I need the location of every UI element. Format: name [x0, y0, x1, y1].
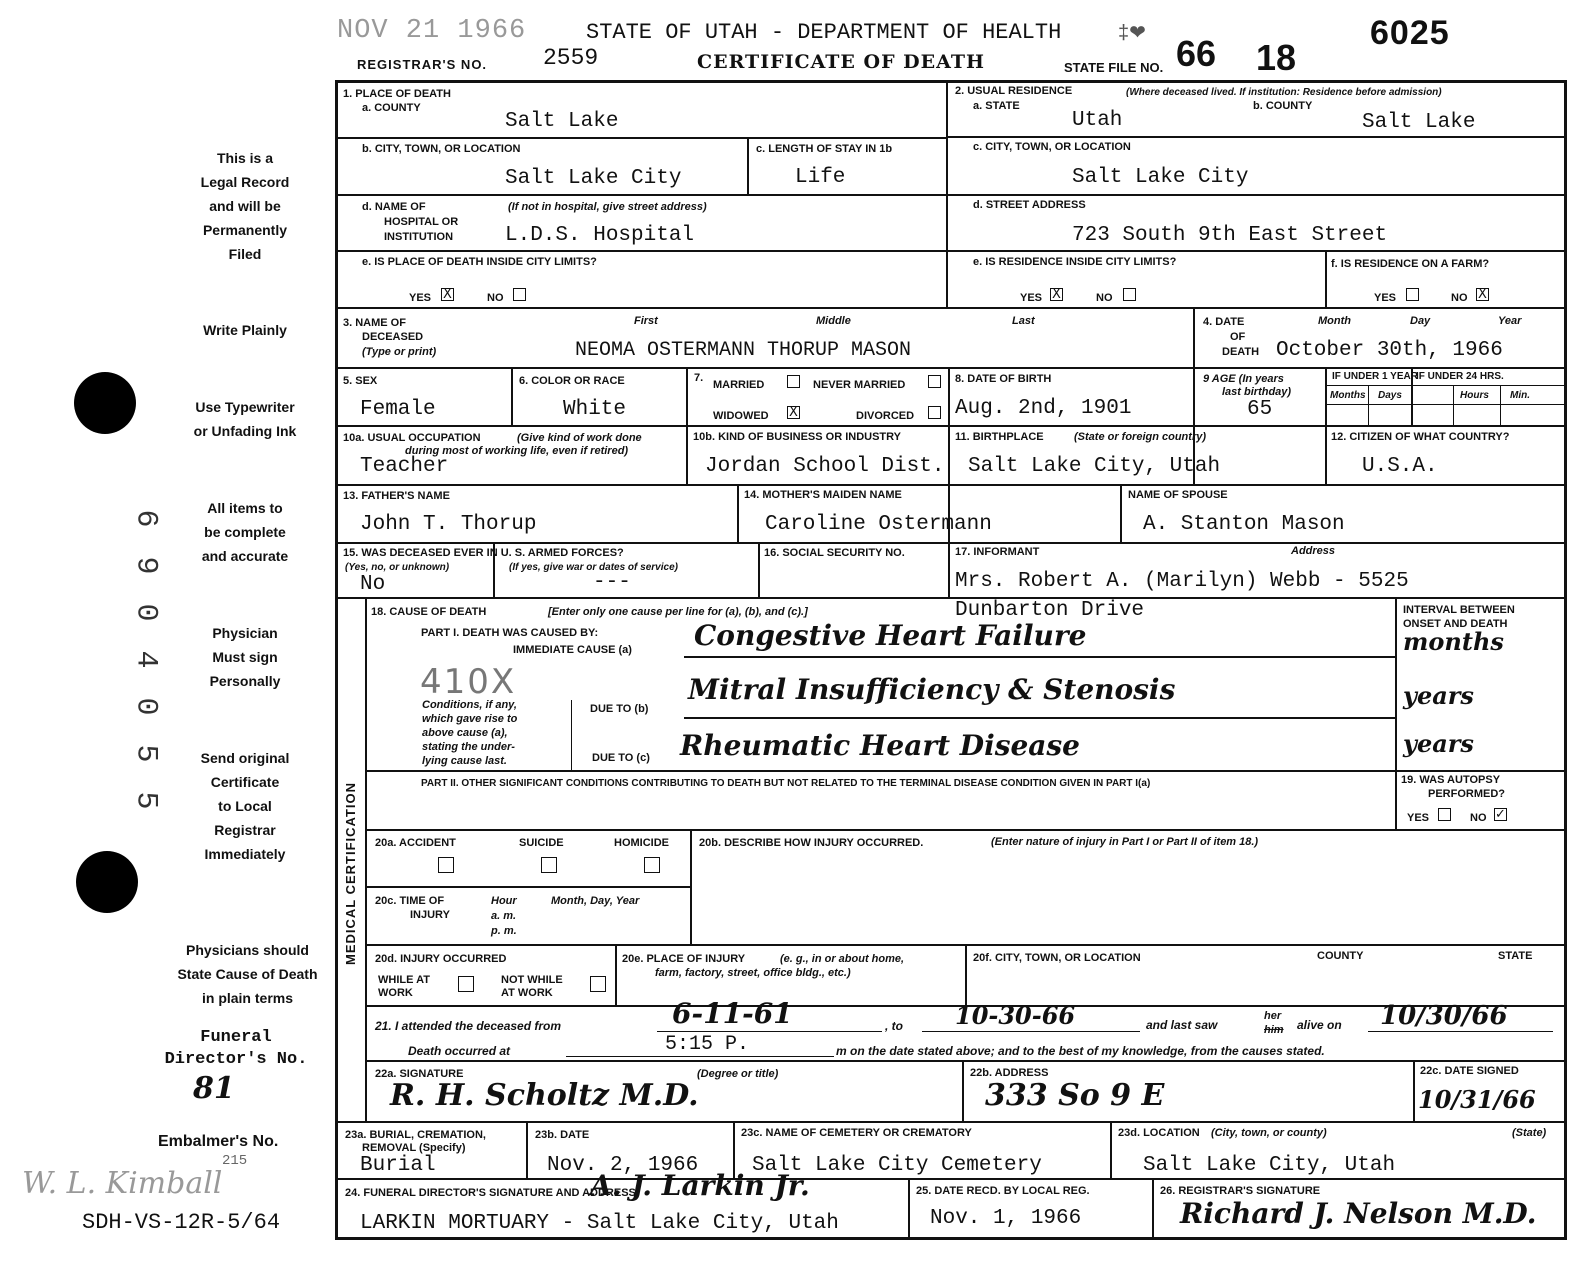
part-1-label: PART I. DEATH WAS CAUSED BY: — [421, 627, 599, 639]
never-married-checkbox[interactable] — [928, 375, 941, 388]
medical-certification-label: MEDICAL CERTIFICATION — [343, 781, 358, 965]
occupation: Teacher — [360, 455, 449, 478]
year-label: Year — [1498, 315, 1522, 327]
cause-hint: [Enter only one cause per line for (a), (b), and (c).] — [548, 606, 808, 618]
armed-forces-hint-2: (If yes, give war or dates of service) — [509, 562, 678, 573]
date-death-label-2: OF — [1230, 331, 1246, 343]
burial-method-label-1: 23a. BURIAL, CREMATION, — [345, 1129, 486, 1141]
date-of-birth: Aug. 2nd, 1901 — [955, 397, 1132, 420]
deceased-name: NEOMA OSTERMANN THORUP MASON — [575, 339, 912, 362]
injury-occurred-label: 20d. INJURY OCCURRED — [375, 953, 507, 965]
never-married-label: NEVER MARRIED — [813, 379, 906, 391]
funeral-director-no-label: Funeral Director's No. — [164, 1028, 308, 1069]
residence-inside-yes-label: YES — [1020, 292, 1043, 304]
farm-no-checkbox[interactable]: X — [1476, 288, 1489, 301]
homicide-label: HOMICIDE — [614, 837, 669, 849]
hospital: L.D.S. Hospital — [505, 224, 695, 247]
death-occurred-time: 5:15 P. — [665, 1033, 750, 1056]
burial-location: Salt Lake City, Utah — [1143, 1154, 1396, 1177]
race-label: 6. COLOR OR RACE — [519, 375, 625, 387]
informant: Mrs. Robert A. (Marilyn) Webb - 5525 — [955, 570, 1409, 593]
occupation-label: 10a. USUAL OCCUPATION — [343, 432, 481, 444]
embalmer-no: 215 — [222, 1153, 248, 1169]
attended-from: 6-11-61 — [672, 997, 793, 1030]
injury-how-hint: (Enter nature of injury in Part I or Part II of item 18.) — [991, 836, 1259, 848]
am-label: a. m. — [491, 910, 517, 922]
not-at-work-label: NOT WHILE AT WORK — [501, 974, 563, 999]
inside-city-yes-label: YES — [409, 292, 432, 304]
place-injury-hint-2: farm, factory, street, office bldg., etc.) — [655, 967, 851, 979]
month-day-year-label: Month, Day, Year — [551, 895, 640, 907]
registrar-no-label: REGISTRAR'S NO. — [357, 57, 488, 72]
cause-plain-note: Physicians should State Cause of Death in plain terms — [177, 942, 318, 1006]
spouse-name: A. Stanton Mason — [1143, 513, 1345, 536]
death-county: Salt Lake — [505, 110, 619, 133]
embalmer-no-label: Embalmer's No. — [158, 1133, 279, 1150]
street-label: d. STREET ADDRESS — [973, 199, 1086, 211]
burial-method-label-2: REMOVAL (Specify) — [362, 1142, 466, 1154]
residence-city: Salt Lake City — [1072, 166, 1249, 189]
autopsy-yes-label: YES — [1407, 812, 1430, 824]
business-label: 10b. KIND OF BUSINESS OR INDUSTRY — [693, 431, 902, 443]
funeral-director-signature: A. J. Larkin Jr. — [590, 1169, 810, 1202]
accident-label: 20a. ACCIDENT — [375, 837, 456, 849]
date-death-label-1: 4. DATE — [1203, 316, 1245, 328]
street-address: 723 South 9th East Street — [1072, 224, 1388, 247]
informant-address-label: Address — [1291, 545, 1336, 557]
attended-to: 10-30-66 — [955, 1001, 1076, 1030]
him-label: him — [1264, 1024, 1284, 1036]
burial-date: Nov. 2, 1966 — [547, 1154, 699, 1177]
burial-location-label: 23d. LOCATION — [1118, 1127, 1200, 1139]
mother-name: Caroline Ostermann — [765, 513, 992, 536]
funeral-director-label: 24. FUNERAL DIRECTOR'S SIGNATURE AND ADDRESS — [345, 1187, 636, 1199]
months-label: Months — [1330, 390, 1366, 401]
legal-record-note: This is a Legal Record and will be Permanently Filed — [200, 150, 290, 262]
state-file-b: 18 — [1256, 37, 1297, 78]
suicide-checkbox[interactable] — [541, 857, 557, 873]
cause-label: 18. CAUSE OF DEATH — [371, 606, 487, 618]
part-2-label: PART II. OTHER SIGNIFICANT CONDITIONS CONTRIBUTING TO DEATH BUT NOT RELATED TO THE TERMINAL DISEASE CONDITION GIVEN IN PART I(a) — [421, 778, 1151, 789]
armed-forces-dates: --- — [593, 571, 631, 594]
divorced-label: DIVORCED — [856, 410, 915, 422]
occupation-hint-1: (Give kind of work done — [517, 432, 642, 444]
widowed-checkbox[interactable]: X — [787, 406, 800, 419]
farm-yes-label: YES — [1374, 292, 1397, 304]
city-label: b. CITY, TOWN, OR LOCATION — [362, 143, 521, 155]
registrar-no-value: 2559 — [543, 45, 599, 71]
birthplace: Salt Lake City, Utah — [968, 455, 1221, 478]
form-id: SDH-VS-12R-5/64 — [82, 1210, 281, 1235]
immediate-cause-label: IMMEDIATE CAUSE (a) — [513, 644, 632, 656]
death-occurred-label: Death occurred at — [408, 1044, 511, 1058]
sex-label: 5. SEX — [343, 375, 378, 387]
write-plainly-note: Write Plainly — [203, 322, 287, 338]
inside-city-label: e. IS PLACE OF DEATH INSIDE CITY LIMITS? — [362, 256, 597, 268]
name-label-1: 3. NAME OF — [343, 317, 406, 329]
farm-label: f. IS RESIDENCE ON A FARM? — [1331, 258, 1490, 270]
cemetery-label: 23c. NAME OF CEMETERY OR CREMATORY — [741, 1127, 972, 1139]
hospital-label-3: INSTITUTION — [384, 231, 454, 243]
physician-signature: R. H. Scholtz M.D. — [390, 1078, 699, 1113]
icd-code: 410X — [420, 662, 517, 702]
alive-on-label: alive on — [1297, 1018, 1342, 1032]
autopsy-label-2: PERFORMED? — [1428, 788, 1505, 800]
accident-checkbox[interactable] — [438, 857, 454, 873]
birth-label: 8. DATE OF BIRTH — [955, 373, 1052, 385]
attended-label: 21. I attended the deceased from — [375, 1019, 562, 1033]
immediate-cause: Congestive Heart Failure — [694, 619, 1087, 652]
embalmer-signature: W. L. Kimball — [22, 1166, 223, 1201]
under-24-hrs-label: IF UNDER 24 HRS. — [1416, 371, 1504, 382]
punch-hole-top — [74, 372, 136, 434]
injury-how-label: 20b. DESCRIBE HOW INJURY OCCURRED. — [699, 837, 924, 849]
place-injury-label: 20e. PLACE OF INJURY — [622, 953, 746, 965]
physician-sign-note: Physician Must sign Personally — [209, 625, 281, 689]
typewriter-note: Use Typewriter or Unfading Ink — [193, 399, 297, 439]
stay-label: c. LENGTH OF STAY IN 1b — [756, 143, 893, 155]
mother-label: 14. MOTHER'S MAIDEN NAME — [744, 489, 902, 501]
farm-no-label: NO — [1451, 292, 1468, 304]
not-at-work-checkbox[interactable] — [590, 976, 606, 992]
age-label-1: 9 AGE (In years — [1203, 373, 1284, 385]
time-injury-label-2: INJURY — [410, 909, 450, 921]
armed-forces-label: 15. WAS DECEASED EVER IN U. S. ARMED FORCES? — [343, 547, 624, 559]
father-name: John T. Thorup — [360, 513, 537, 536]
spouse-label: NAME OF SPOUSE — [1128, 489, 1228, 501]
conditions-note: Conditions, if any, which gave rise to above cause (a), stating the under- lying cause last. — [422, 699, 518, 767]
signature-label: 22a. SIGNATURE — [375, 1068, 464, 1080]
burial-date-label: 23b. DATE — [535, 1129, 590, 1141]
min-label: Min. — [1510, 390, 1530, 401]
funeral-director: LARKIN MORTUARY - Salt Lake City, Utah — [360, 1212, 839, 1235]
occupation-hint-2: during most of working life, even if retired) — [405, 445, 629, 457]
residence-hint: (Where deceased lived. If institution: Residence before admission) — [1126, 87, 1442, 98]
birthplace-label: 11. BIRTHPLACE — [955, 431, 1044, 443]
autopsy-no-checkbox[interactable]: ✓ — [1495, 807, 1506, 822]
death-occurred-rest: m on the date stated above; and to the best of my knowledge, from the causes stated. — [836, 1044, 1325, 1058]
month-label: Month — [1318, 315, 1351, 327]
vertical-stamp-number: 6 9 0 4 0 5 5 — [128, 509, 163, 810]
interval-c: years — [1403, 729, 1474, 758]
residence-inside-yes-checkbox[interactable]: X — [1050, 288, 1063, 301]
interval-label-1: INTERVAL BETWEEN — [1403, 604, 1515, 616]
sex: Female — [360, 398, 436, 421]
interval-a: months — [1403, 627, 1504, 656]
cemetery: Salt Lake City Cemetery — [752, 1154, 1042, 1177]
hospital-label-2: HOSPITAL OR — [384, 216, 459, 228]
father-label: 13. FATHER'S NAME — [343, 490, 450, 502]
autopsy-no-label: NO — [1470, 812, 1487, 824]
date-of-death: October 30th, 1966 — [1276, 339, 1503, 362]
name-label-2: DECEASED — [362, 331, 424, 343]
age: 65 — [1247, 398, 1273, 421]
farm-yes-checkbox[interactable] — [1406, 288, 1419, 301]
agency-heading-mark: ‡❤ — [1118, 22, 1146, 44]
residence-county: Salt Lake — [1362, 111, 1476, 134]
her-label: her — [1264, 1010, 1282, 1022]
day-label: Day — [1410, 315, 1431, 327]
due-to-cause-b: Mitral Insufficiency & Stenosis — [688, 673, 1176, 706]
middle-label: Middle — [816, 315, 851, 327]
armed-forces-hint-1: (Yes, no, or unknown) — [345, 562, 450, 573]
registrar-signature-label: 26. REGISTRAR'S SIGNATURE — [1160, 1185, 1321, 1197]
hospital-label-1: d. NAME OF — [362, 201, 426, 213]
time-injury-label-1: 20c. TIME OF — [375, 895, 445, 907]
date-signed: 10/31/66 — [1418, 1085, 1536, 1114]
residence-county-label: b. COUNTY — [1253, 100, 1313, 112]
death-city: Salt Lake City — [505, 167, 682, 190]
date-signed-label: 22c. DATE SIGNED — [1420, 1065, 1519, 1077]
burial-method: Burial — [360, 1154, 436, 1177]
inside-city-no-label: NO — [487, 292, 504, 304]
residence-inside-label: e. IS RESIDENCE INSIDE CITY LIMITS? — [973, 256, 1177, 268]
send-original-note: Send original Certificate to Local Registrar Immediately — [200, 750, 290, 862]
place-injury-hint-1: (e. g., in or about home, — [780, 953, 905, 965]
name-label-3: (Type or print) — [362, 346, 437, 358]
hour-label: Hour — [491, 895, 517, 907]
ssn-label: 16. SOCIAL SECURITY NO. — [764, 547, 905, 559]
due-to-c-label: DUE TO (c) — [592, 752, 650, 764]
business: Jordan School Dist. — [705, 455, 945, 478]
alive-on-date: 10/30/66 — [1380, 1001, 1508, 1031]
autopsy-label-1: 19. WAS AUTOPSY — [1401, 774, 1501, 786]
date-death-label-3: DEATH — [1222, 346, 1260, 358]
injury-state-label: STATE — [1498, 950, 1533, 962]
race: White — [563, 398, 627, 421]
received-date-stamp: NOV 21 1966 — [337, 16, 527, 46]
attended-to-label: , to — [885, 1019, 903, 1033]
interval-label-2: ONSET AND DEATH — [1403, 618, 1508, 630]
place-of-death-label: 1. PLACE OF DEATH — [343, 88, 451, 100]
physician-address-label: 22b. ADDRESS — [970, 1067, 1049, 1079]
age-label-2: last birthday) — [1222, 386, 1292, 398]
autopsy-yes-checkbox[interactable] — [1438, 808, 1451, 821]
hospital-hint: (If not in hospital, give street address) — [508, 201, 707, 213]
while-at-work-checkbox[interactable] — [458, 976, 474, 992]
complete-note: All items to be complete and accurate — [201, 500, 289, 564]
divorced-checkbox[interactable] — [928, 406, 941, 419]
informant-label: 17. INFORMANT — [955, 546, 1040, 558]
homicide-checkbox[interactable] — [644, 857, 660, 873]
physician-address: 333 So 9 E — [985, 1078, 1165, 1113]
state-file-a: 66 — [1176, 33, 1217, 74]
informant-address: Dunbarton Drive — [955, 599, 1145, 622]
due-to-cause-c: Rheumatic Heart Disease — [680, 729, 1080, 762]
received-date-label: 25. DATE RECD. BY LOCAL REG. — [916, 1185, 1090, 1197]
registrar-signature: Richard J. Nelson M.D. — [1180, 1197, 1537, 1230]
pm-label: p. m. — [491, 925, 517, 937]
widowed-label: WIDOWED — [713, 410, 769, 422]
citizenship: U.S.A. — [1362, 455, 1438, 478]
injury-city-label: 20f. CITY, TOWN, OR LOCATION — [973, 952, 1141, 964]
hours-label: Hours — [1460, 390, 1489, 401]
last-label: Last — [1012, 315, 1035, 327]
agency-heading: STATE OF UTAH - DEPARTMENT OF HEALTH — [586, 20, 1062, 45]
document-title: CERTIFICATE OF DEATH — [697, 51, 985, 73]
punch-hole-bottom — [76, 851, 138, 913]
injury-county-label: COUNTY — [1317, 950, 1364, 962]
burial-location-hint: (City, town, or county) — [1211, 1127, 1327, 1139]
burial-state-hint: (State) — [1512, 1127, 1547, 1139]
inside-city-no-checkbox[interactable] — [513, 288, 526, 301]
last-saw-label: and last saw — [1146, 1018, 1218, 1032]
married-label: MARRIED — [713, 379, 765, 391]
days-label: Days — [1378, 390, 1402, 401]
residence-state: Utah — [1072, 109, 1123, 132]
residence-inside-no-checkbox[interactable] — [1123, 288, 1136, 301]
interval-b: years — [1403, 681, 1474, 710]
first-label: First — [634, 315, 658, 327]
received-date: Nov. 1, 1966 — [930, 1207, 1082, 1230]
marital-num: 7. — [694, 372, 704, 384]
due-to-b-label: DUE TO (b) — [590, 703, 649, 715]
armed-forces: No — [360, 573, 386, 596]
citizen-label: 12. CITIZEN OF WHAT COUNTRY? — [1331, 431, 1510, 443]
birthplace-hint: (State or foreign country) — [1074, 431, 1207, 443]
while-at-work-label: WHILE AT WORK — [378, 974, 430, 999]
suicide-label: SUICIDE — [519, 837, 564, 849]
inside-city-yes-checkbox[interactable]: X — [441, 288, 454, 301]
married-checkbox[interactable] — [787, 375, 800, 388]
degree-label: (Degree or title) — [697, 1068, 779, 1080]
corner-number: 6025 — [1370, 14, 1450, 52]
funeral-director-no: 81 — [193, 1071, 235, 1106]
residence-state-label: a. STATE — [973, 100, 1020, 112]
length-of-stay: Life — [795, 166, 846, 189]
county-label: a. COUNTY — [362, 102, 421, 114]
residence-inside-no-label: NO — [1096, 292, 1113, 304]
under-1-year-label: IF UNDER 1 YEAR — [1332, 371, 1418, 382]
residence-label: 2. USUAL RESIDENCE — [955, 85, 1073, 97]
residence-city-label: c. CITY, TOWN, OR LOCATION — [973, 141, 1131, 153]
state-file-label: STATE FILE NO. — [1064, 60, 1164, 75]
form-border — [335, 80, 1567, 1240]
